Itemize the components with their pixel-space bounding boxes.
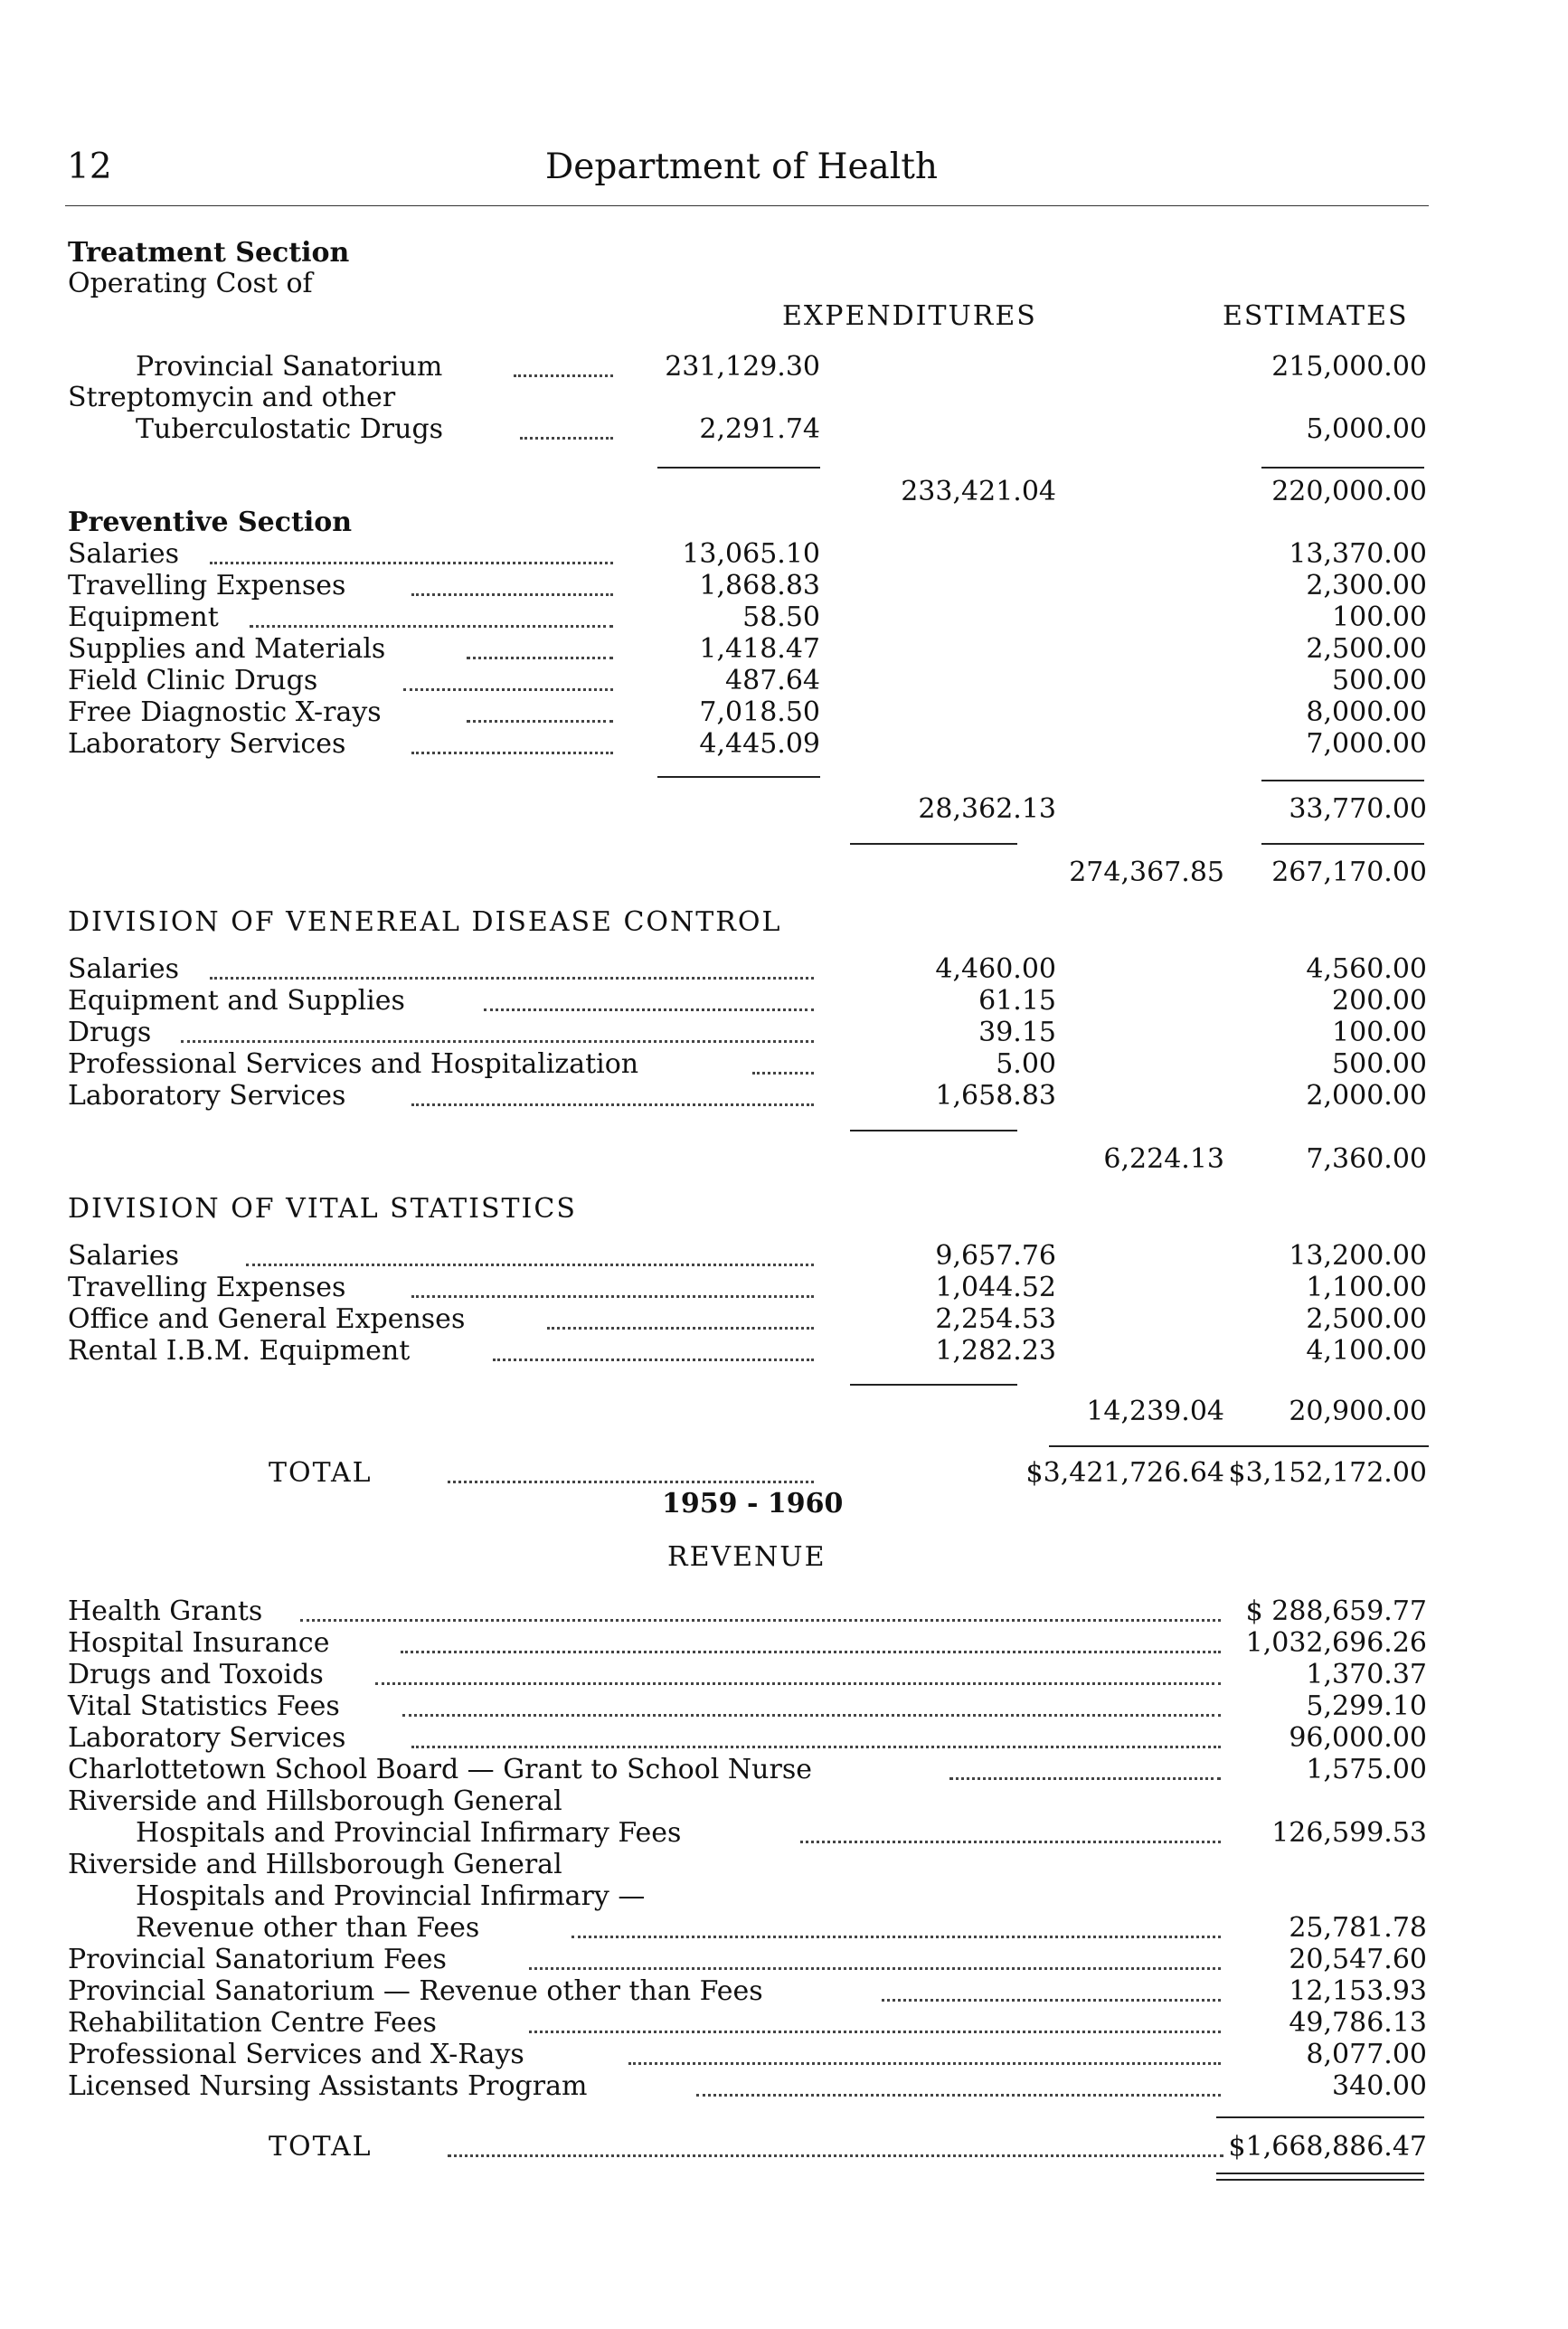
dot-leader (411, 1295, 814, 1298)
dot-leader (800, 1841, 1221, 1843)
line-item-amount: 1,418.47 (699, 633, 820, 665)
line-item-label: Provincial Sanatorium (136, 351, 443, 383)
line-item-label: Office and General Expenses (68, 1303, 466, 1335)
line-item-estimate: 200.00 (1332, 985, 1427, 1017)
dot-leader (571, 1936, 1221, 1938)
dot-leader (547, 1327, 814, 1330)
dot-leader (448, 1481, 814, 1483)
revenue-item-amount: 20,547.60 (1289, 1944, 1427, 1975)
line-item-estimate: 4,560.00 (1306, 953, 1427, 985)
revenue-total-rule (1216, 2116, 1424, 2118)
dot-leader (250, 625, 613, 628)
line-item-amount: 5.00 (996, 1048, 1056, 1080)
dot-leader (467, 720, 613, 723)
column-header-expenditures: EXPENDITURES (782, 300, 1037, 332)
division-total-estimate: 7,360.00 (1306, 1143, 1427, 1175)
dot-leader (402, 1714, 1221, 1717)
division-total-amount: 274,367.85 (1069, 857, 1224, 888)
line-item-amount: 39.15 (978, 1017, 1056, 1048)
revenue-heading: REVENUE (667, 1541, 827, 1573)
page-header-title: Department of Health (545, 147, 939, 187)
line-item-estimate: 215,000.00 (1271, 351, 1427, 383)
header-rule (65, 205, 1429, 206)
revenue-item-amount: 49,786.13 (1289, 2007, 1427, 2039)
revenue-item-amount: 5,299.10 (1306, 1690, 1427, 1722)
dot-leader (448, 2154, 1223, 2157)
revenue-item-label: Vital Statistics Fees (68, 1690, 340, 1722)
line-item-estimate: 2,500.00 (1306, 1303, 1427, 1335)
line-item-label: Salaries (68, 1240, 180, 1272)
line-item-amount: 13,065.10 (682, 538, 820, 570)
revenue-year: 1959 - 1960 (662, 1488, 844, 1520)
subtotal-amount: 233,421.04 (901, 476, 1056, 507)
double-underline-bottom (1216, 2179, 1424, 2181)
revenue-item-label: Licensed Nursing Assistants Program (68, 2070, 588, 2102)
dot-leader (411, 752, 613, 754)
dot-leader (181, 1040, 814, 1043)
grand-total-rule (1049, 1445, 1429, 1447)
line-item-amount: 1,868.83 (699, 570, 820, 601)
line-item-amount: 4,445.09 (699, 728, 820, 760)
dot-leader (484, 1008, 814, 1011)
line-item-amount: 61.15 (978, 985, 1056, 1017)
vital-division-heading: DIVISION OF VITAL STATISTICS (68, 1193, 577, 1225)
dot-leader (529, 1967, 1221, 1970)
line-item-label: Professional Services and Hospitalization (68, 1048, 639, 1080)
line-item-estimate: 100.00 (1332, 1017, 1427, 1048)
line-item-label: Streptomycin and other (68, 382, 396, 413)
subtotal-estimate: 33,770.00 (1289, 793, 1427, 825)
revenue-item-amount: 1,575.00 (1306, 1754, 1427, 1785)
dot-leader (529, 2031, 1221, 2033)
total-rule (850, 843, 1017, 845)
revenue-item-label: Provincial Sanatorium Fees (68, 1944, 447, 1975)
line-item-label: Laboratory Services (68, 728, 346, 760)
column-header-estimates: ESTIMATES (1223, 300, 1409, 332)
line-item-label: Supplies and Materials (68, 633, 386, 665)
dot-leader (411, 593, 613, 596)
revenue-item-label: Riverside and Hillsborough General (68, 1849, 562, 1880)
division-total-amount: 14,239.04 (1086, 1396, 1224, 1427)
revenue-item-label: Revenue other than Fees (136, 1912, 480, 1944)
dot-leader (949, 1777, 1221, 1780)
revenue-item-amount: 126,599.53 (1271, 1817, 1427, 1849)
revenue-item-amount: 25,781.78 (1289, 1912, 1427, 1944)
venereal-division-heading: DIVISION OF VENEREAL DISEASE CONTROL (68, 906, 782, 938)
treatment-section-heading: Treatment Section (68, 237, 350, 269)
revenue-total-amount: $1,668,886.47 (1228, 2131, 1427, 2163)
line-item-label: Equipment and Supplies (68, 985, 405, 1017)
line-item-amount: 2,254.53 (935, 1303, 1056, 1335)
dot-leader (520, 437, 613, 440)
subtotal-rule (850, 1130, 1017, 1131)
treatment-section-subheading: Operating Cost of (68, 268, 313, 299)
revenue-item-label: Health Grants (68, 1595, 263, 1627)
revenue-item-label: Laboratory Services (68, 1722, 346, 1754)
line-item-estimate: 13,370.00 (1289, 538, 1427, 570)
subtotal-estimate: 220,000.00 (1271, 476, 1427, 507)
line-item-amount: 2,291.74 (699, 413, 820, 445)
dot-leader (411, 1746, 1221, 1748)
line-item-label: Salaries (68, 953, 180, 985)
page-number: 12 (67, 147, 112, 187)
revenue-item-label: Hospital Insurance (68, 1627, 330, 1659)
revenue-item-amount: 12,153.93 (1289, 1975, 1427, 2007)
revenue-item-amount: 1,032,696.26 (1245, 1627, 1427, 1659)
line-item-amount: 7,018.50 (699, 696, 820, 728)
line-item-amount: 1,044.52 (935, 1272, 1056, 1303)
revenue-item-label: Professional Services and X-Rays (68, 2039, 524, 2070)
dot-leader (752, 1072, 814, 1075)
revenue-item-label: Drugs and Toxoids (68, 1659, 324, 1690)
line-item-estimate: 8,000.00 (1306, 696, 1427, 728)
line-item-amount: 4,460.00 (935, 953, 1056, 985)
revenue-item-amount: $ 288,659.77 (1245, 1595, 1427, 1627)
revenue-item-label: Riverside and Hillsborough General (68, 1785, 562, 1817)
line-item-amount: 231,129.30 (665, 351, 820, 383)
dot-leader (467, 657, 613, 659)
line-item-amount: 487.64 (725, 665, 820, 696)
revenue-item-amount: 1,370.37 (1306, 1659, 1427, 1690)
dot-leader (493, 1359, 814, 1361)
line-item-label: Laboratory Services (68, 1080, 346, 1112)
subtotal-rule (850, 1384, 1017, 1386)
dot-leader (411, 1103, 814, 1106)
line-item-label: Free Diagnostic X-rays (68, 696, 382, 728)
subtotal-amount: 28,362.13 (918, 793, 1056, 825)
division-total-estimate: 20,900.00 (1289, 1396, 1427, 1427)
line-item-label: Tuberculostatic Drugs (136, 413, 444, 445)
line-item-label: Rental I.B.M. Equipment (68, 1335, 411, 1367)
line-item-label: Travelling Expenses (68, 1272, 346, 1303)
preventive-section-heading: Preventive Section (68, 507, 353, 538)
line-item-estimate: 7,000.00 (1306, 728, 1427, 760)
dot-leader (882, 1999, 1221, 2002)
revenue-item-label: Hospitals and Provincial Infirmary — (136, 1880, 646, 1912)
line-item-estimate: 13,200.00 (1289, 1240, 1427, 1272)
revenue-item-label: Rehabilitation Centre Fees (68, 2007, 437, 2039)
line-item-estimate: 500.00 (1332, 665, 1427, 696)
line-item-amount: 9,657.76 (935, 1240, 1056, 1272)
line-item-estimate: 1,100.00 (1306, 1272, 1427, 1303)
grand-total-label: TOTAL (269, 1457, 373, 1489)
double-underline-top (1216, 2173, 1424, 2174)
total-rule (1261, 843, 1424, 845)
dot-leader (246, 1264, 814, 1266)
revenue-total-label: TOTAL (269, 2131, 373, 2163)
dot-leader (403, 688, 613, 691)
revenue-item-amount: 340.00 (1332, 2070, 1427, 2102)
division-total-estimate: 267,170.00 (1271, 857, 1427, 888)
line-item-label: Field Clinic Drugs (68, 665, 318, 696)
grand-total-amount: $3,421,726.64 (1025, 1457, 1224, 1489)
line-item-estimate: 100.00 (1332, 601, 1427, 633)
grand-total-estimate: $3,152,172.00 (1228, 1457, 1427, 1489)
line-item-amount: 1,658.83 (935, 1080, 1056, 1112)
line-item-estimate: 4,100.00 (1306, 1335, 1427, 1367)
revenue-item-label: Charlottetown School Board — Grant to School Nurse (68, 1754, 812, 1785)
subtotal-rule (1261, 467, 1424, 469)
revenue-item-amount: 96,000.00 (1289, 1722, 1427, 1754)
subtotal-rule (1261, 780, 1424, 781)
line-item-label: Travelling Expenses (68, 570, 346, 601)
dot-leader (210, 977, 814, 980)
line-item-amount: 58.50 (742, 601, 820, 633)
dot-leader (514, 374, 613, 377)
line-item-estimate: 2,500.00 (1306, 633, 1427, 665)
revenue-item-label: Hospitals and Provincial Infirmary Fees (136, 1817, 682, 1849)
line-item-label: Drugs (68, 1017, 152, 1048)
subtotal-rule (657, 467, 820, 469)
revenue-item-amount: 8,077.00 (1306, 2039, 1427, 2070)
line-item-label: Equipment (68, 601, 219, 633)
dot-leader (375, 1682, 1221, 1685)
line-item-estimate: 500.00 (1332, 1048, 1427, 1080)
line-item-estimate: 2,000.00 (1306, 1080, 1427, 1112)
dot-leader (210, 562, 613, 564)
subtotal-rule (657, 776, 820, 778)
dot-leader (300, 1619, 1221, 1622)
dot-leader (696, 2094, 1221, 2097)
line-item-estimate: 2,300.00 (1306, 570, 1427, 601)
dot-leader (401, 1651, 1221, 1653)
division-total-amount: 6,224.13 (1103, 1143, 1224, 1175)
line-item-amount: 1,282.23 (935, 1335, 1056, 1367)
dot-leader (628, 2062, 1221, 2065)
line-item-estimate: 5,000.00 (1306, 413, 1427, 445)
revenue-item-label: Provincial Sanatorium — Revenue other than Fees (68, 1975, 763, 2007)
line-item-label: Salaries (68, 538, 180, 570)
